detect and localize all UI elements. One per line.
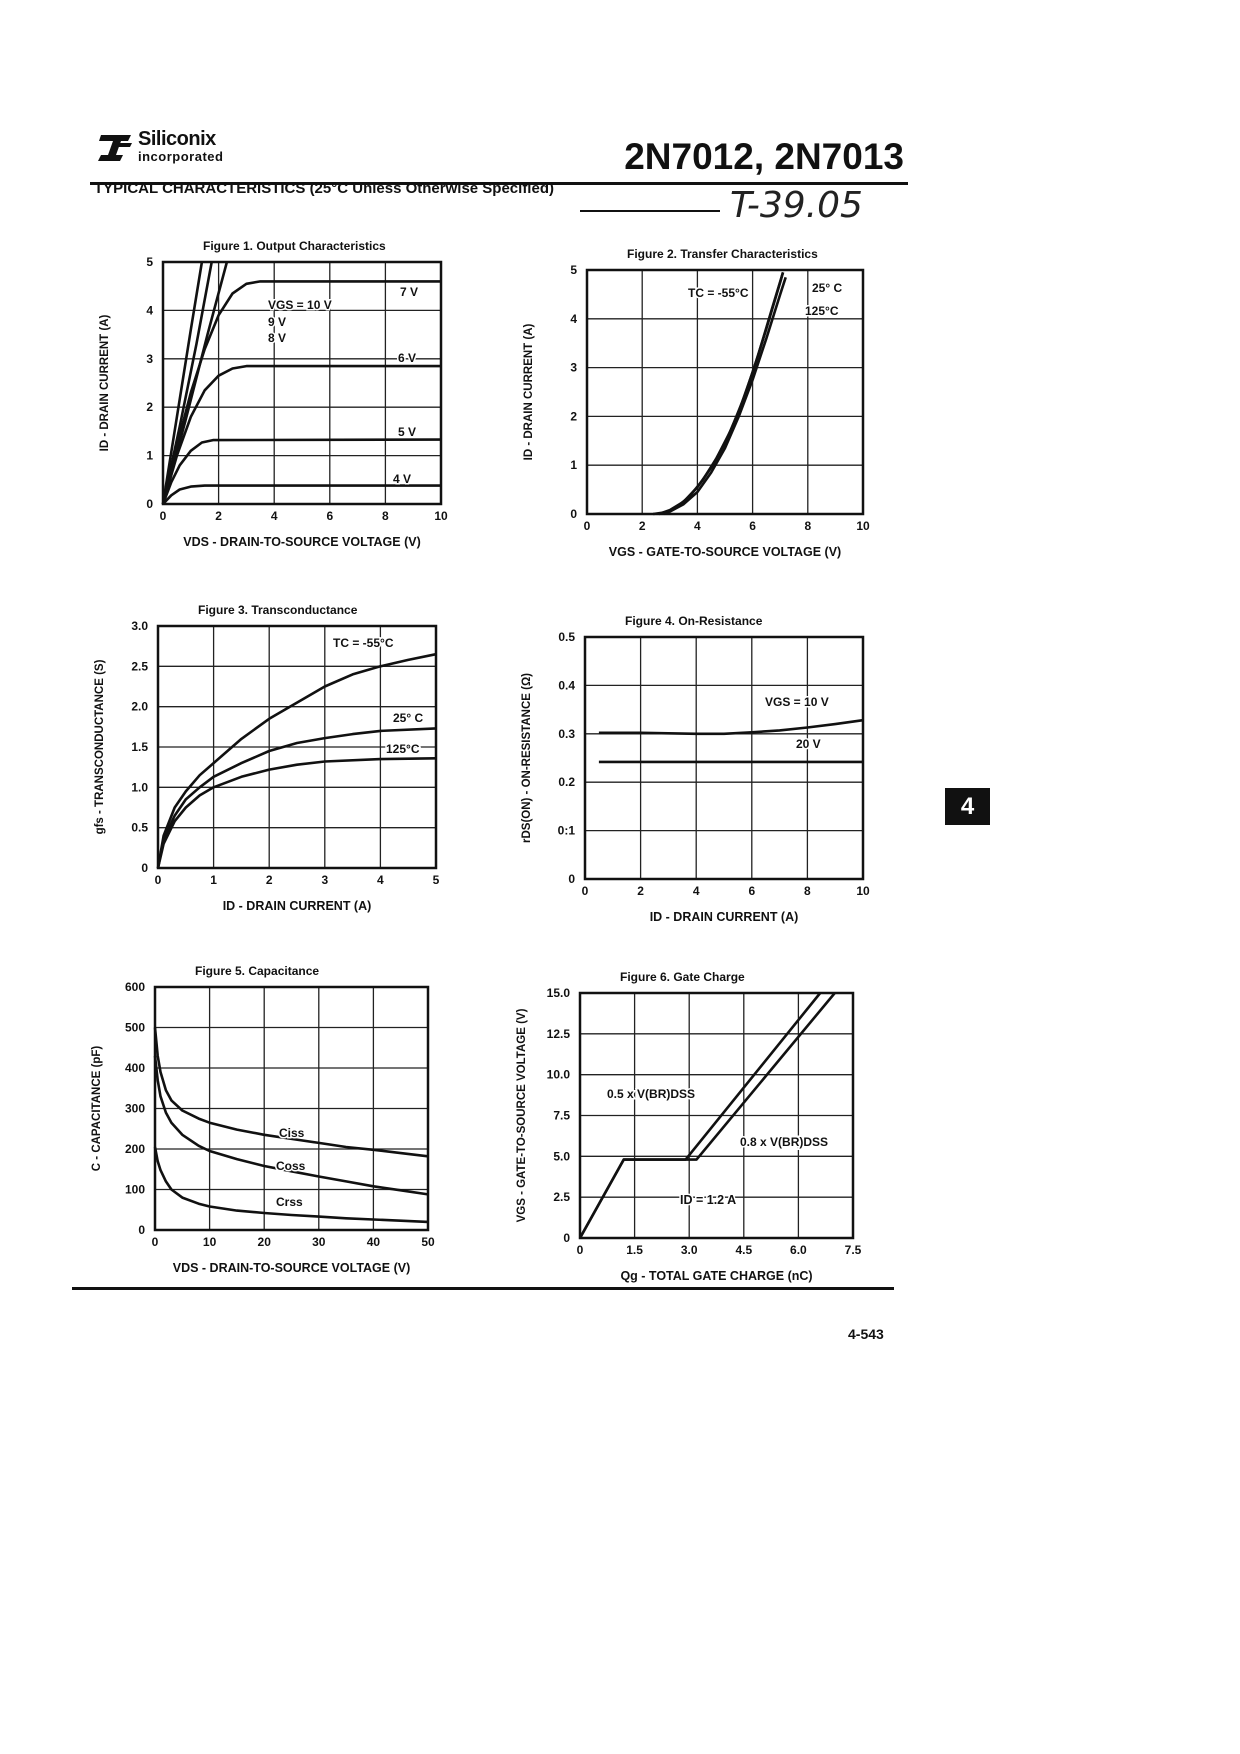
brand-subtitle: incorporated	[138, 149, 224, 164]
figure-6-gate-charge	[490, 943, 913, 1308]
y-tick-label: 15.0	[546, 986, 570, 1000]
series-label: Coss	[276, 1159, 306, 1173]
x-tick-label: 0	[159, 509, 167, 523]
series-label: 9 V	[268, 315, 287, 329]
handwritten-note: T-39.05	[730, 185, 863, 226]
chart-grid	[585, 637, 863, 879]
x-tick-label: 50	[421, 1235, 435, 1249]
plot-frame	[585, 637, 863, 879]
x-tick-label: 4.5	[735, 1243, 753, 1257]
y-axis-label: rDS(ON) - ON-RESISTANCE (Ω)	[521, 672, 533, 844]
x-tick-label: 4	[694, 519, 701, 533]
series-label: 0.8 x V(BR)DSS	[740, 1135, 829, 1149]
series-label: VGS = 10 V	[765, 695, 829, 709]
x-tick-label: 6.0	[790, 1243, 807, 1257]
y-tick-label: 0.5	[131, 820, 148, 835]
y-tick-label: 2.0	[131, 699, 148, 714]
chart-title: Figure 5. Capacitance	[195, 964, 320, 978]
x-tick-label: 40	[366, 1235, 381, 1249]
section-title: TYPICAL CHARACTERISTICS (25°C Unless Otherwise Specified)	[94, 180, 554, 197]
series-label: TC = -55°C	[333, 636, 394, 650]
y-tick-label: 5	[570, 263, 577, 277]
y-tick-label: 0.4	[558, 678, 575, 693]
x-tick-label: 1	[210, 873, 217, 887]
y-tick-label: 1	[570, 458, 577, 473]
series-line-7	[163, 486, 441, 504]
x-axis-label: ID - DRAIN CURRENT (A)	[222, 899, 372, 913]
series-label: Crss	[276, 1195, 303, 1209]
x-tick-label: 4	[692, 884, 700, 898]
y-axis-label: ID - DRAIN CURRENT (A)	[523, 323, 535, 461]
series-label: 7 V	[400, 285, 419, 299]
figure-3-transconductance	[68, 576, 496, 938]
y-tick-label: 10.0	[546, 1067, 570, 1082]
y-tick-label: 1.5	[131, 740, 148, 754]
y-tick-label: 100	[124, 1182, 145, 1197]
series-line-1	[158, 654, 436, 868]
x-axis-label: VDS - DRAIN-TO-SOURCE VOLTAGE (V)	[172, 1261, 411, 1275]
title-underline	[580, 210, 720, 212]
series-label: 0.5 x V(BR)DSS	[607, 1087, 696, 1101]
y-tick-label: 2	[146, 400, 153, 415]
x-axis-label: Qg - TOTAL GATE CHARGE (nC)	[620, 1269, 813, 1283]
x-tick-label: 6	[748, 884, 756, 898]
y-axis-label: gfs - TRANSCONDUCTANCE (S)	[94, 659, 106, 835]
x-tick-label: 5	[432, 873, 440, 887]
x-tick-label: 0	[583, 519, 591, 533]
x-tick-label: 2	[265, 873, 273, 887]
y-tick-label: 2	[570, 409, 577, 424]
x-tick-label: 10	[202, 1235, 217, 1249]
y-tick-label: 3.0	[131, 619, 148, 633]
chart-annotation: ID = 1.2 A	[680, 1193, 737, 1207]
series-label: 25° C	[393, 711, 424, 725]
x-tick-label: 0	[151, 1235, 159, 1249]
y-tick-label: 2.5	[553, 1190, 570, 1205]
x-tick-label: 10	[434, 509, 448, 523]
series-label: 20 V	[796, 737, 821, 751]
y-tick-label: 4	[146, 303, 153, 318]
y-tick-label: 500	[124, 1020, 145, 1035]
y-axis-label: C - CAPACITANCE (pF)	[91, 1045, 103, 1172]
x-tick-label: 8	[382, 509, 389, 523]
y-tick-label: 7.5	[553, 1108, 570, 1123]
x-tick-label: 4	[270, 509, 278, 523]
series-label: VGS = 10 V	[268, 298, 332, 312]
series-label: 8 V	[268, 331, 287, 345]
y-tick-label: 0.5	[558, 630, 575, 644]
y-tick-label: 1	[146, 448, 153, 463]
chart-grid	[155, 987, 428, 1230]
y-tick-label: 0	[146, 497, 153, 511]
y-tick-label: 4	[570, 311, 577, 326]
y-tick-label: 0.3	[558, 726, 575, 741]
x-tick-label: 2	[637, 884, 644, 898]
y-tick-label: 3	[146, 351, 153, 366]
series-label: TC = -55°C	[688, 286, 749, 300]
section-tab: 4	[945, 788, 990, 825]
y-tick-label: 200	[124, 1142, 145, 1156]
series-label: 4 V	[393, 472, 412, 486]
y-tick-label: 600	[124, 980, 145, 994]
x-tick-label: 8	[804, 884, 811, 898]
chart-title: Figure 1. Output Characteristics	[203, 239, 386, 253]
x-tick-label: 0	[154, 873, 162, 887]
chart-title: Figure 3. Transconductance	[198, 603, 358, 617]
series-line-1	[653, 277, 786, 514]
figure-5-capacitance	[65, 937, 488, 1300]
x-tick-label: 4	[377, 873, 384, 887]
y-tick-label: 0	[138, 1223, 145, 1237]
x-tick-label: 10	[856, 519, 870, 533]
x-tick-label: 6	[326, 509, 334, 523]
series-label: 25° C	[812, 281, 843, 295]
y-tick-label: 3	[570, 360, 577, 375]
x-tick-label: 7.5	[844, 1243, 862, 1257]
x-tick-label: 30	[312, 1235, 326, 1249]
x-tick-label: 8	[804, 519, 812, 533]
series-label: Ciss	[279, 1126, 305, 1140]
x-tick-label: 3	[321, 873, 329, 887]
x-tick-label: 0	[576, 1243, 584, 1257]
x-tick-label: 1.5	[626, 1243, 643, 1257]
x-tick-label: 20	[257, 1235, 271, 1249]
series-line-2	[659, 272, 783, 514]
y-tick-label: 0	[570, 507, 577, 521]
y-tick-label: 300	[124, 1101, 145, 1116]
y-tick-label: 0.2	[558, 775, 575, 790]
chart-title: Figure 2. Transfer Characteristics	[627, 247, 818, 261]
figure-4-on-resistance	[495, 587, 923, 949]
x-tick-label: 2	[215, 509, 222, 523]
y-tick-label: 0:1	[557, 823, 575, 838]
series-label: 125°C	[805, 304, 839, 318]
series-line-2	[163, 262, 212, 504]
brand-name: Siliconix	[138, 128, 216, 150]
x-tick-label: 6	[749, 519, 756, 533]
y-tick-label: 0	[141, 861, 148, 875]
series-line-1	[599, 720, 863, 734]
y-tick-label: 0	[563, 1231, 570, 1245]
figure-1-output-characteristics	[73, 212, 501, 574]
y-tick-label: 1.0	[131, 780, 148, 795]
chart-title: Figure 6. Gate Charge	[620, 970, 745, 984]
figure-2-transfer-characteristics	[497, 220, 923, 584]
y-tick-label: 2.5	[131, 659, 148, 674]
page-number: 4-543	[848, 1326, 884, 1342]
y-tick-label: 5.0	[553, 1149, 570, 1164]
part-numbers: 2N7012, 2N7013	[624, 136, 904, 177]
x-axis-label: ID - DRAIN CURRENT (A)	[649, 910, 799, 924]
series-label: 6 V	[398, 351, 417, 365]
x-axis-label: VDS - DRAIN-TO-SOURCE VOLTAGE (V)	[183, 535, 421, 549]
y-axis-label: ID - DRAIN CURRENT (A)	[99, 314, 111, 452]
x-tick-label: 10	[856, 884, 870, 898]
series-label: 125°C	[386, 742, 420, 756]
y-tick-label: 12.5	[546, 1026, 570, 1041]
y-axis-label: VGS - GATE-TO-SOURCE VOLTAGE (V)	[516, 1008, 528, 1223]
chart-title: Figure 4. On-Resistance	[625, 614, 763, 628]
y-tick-label: 0	[568, 872, 575, 886]
series-line-3	[664, 272, 783, 514]
x-tick-label: 2	[638, 519, 646, 533]
x-tick-label: 3.0	[680, 1243, 698, 1257]
x-axis-label: VGS - GATE-TO-SOURCE VOLTAGE (V)	[608, 545, 842, 559]
y-tick-label: 400	[124, 1061, 145, 1075]
y-tick-label: 5	[146, 255, 153, 269]
x-tick-label: 0	[581, 884, 589, 898]
siliconix-logo-icon	[97, 135, 133, 161]
series-label: 5 V	[398, 425, 417, 439]
